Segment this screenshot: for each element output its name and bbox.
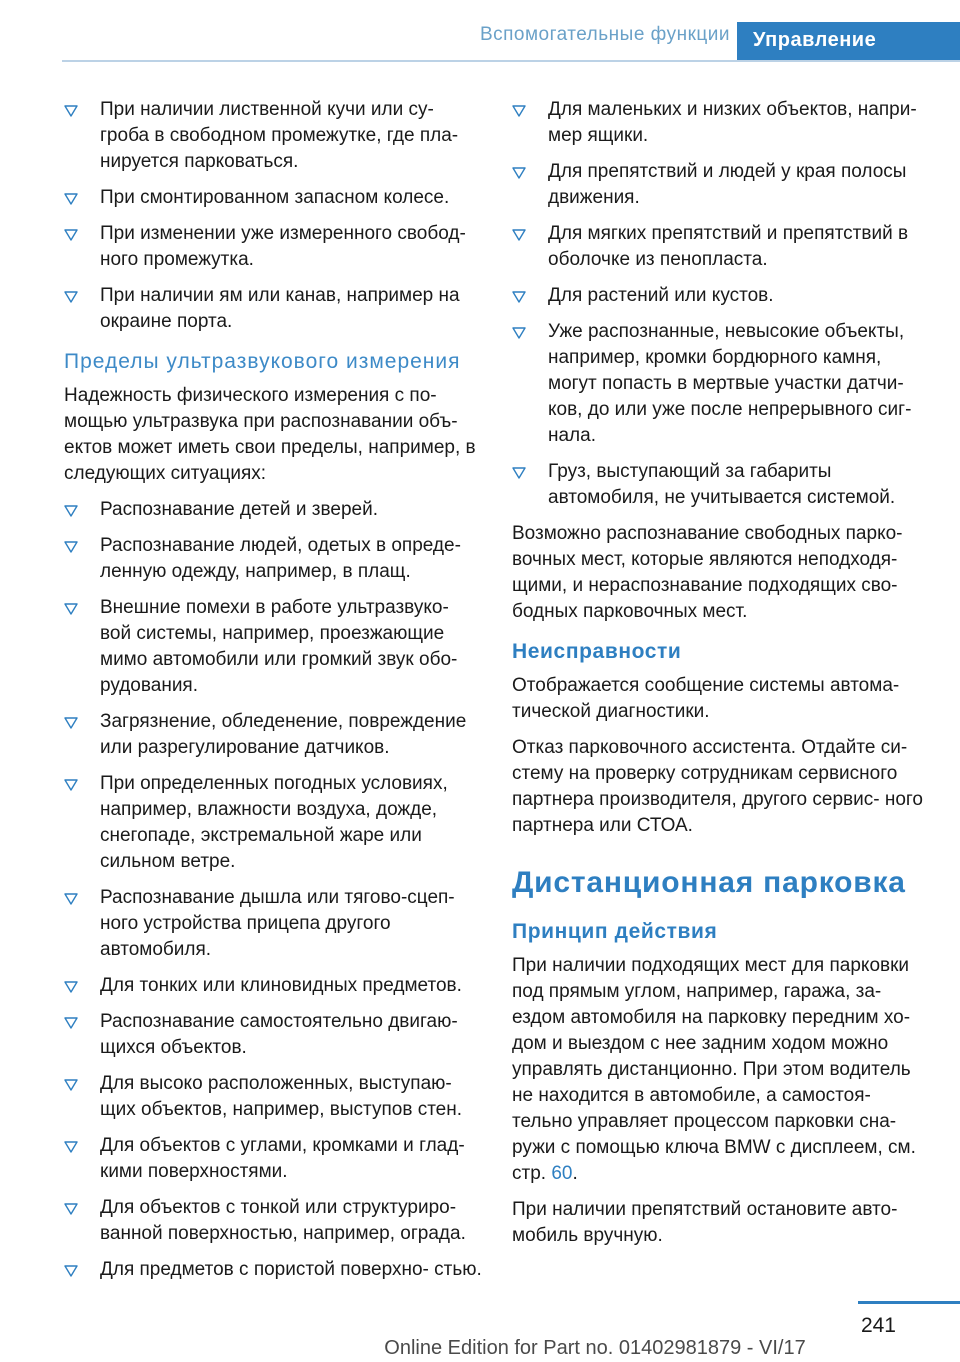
faults-paragraph-2: Отказ парковочного ассистента. Отдайте си- стему на проверку сотрудникам сервисного партнера производителя, другого сервис- ного партнера или СТОА.	[512, 737, 923, 836]
limits-intro: Надежность физического измерения с по- мощью ультразвука при распознавании объ- ектов может иметь свои пределы, например, в следующих ситуациях:	[64, 385, 476, 484]
stop-paragraph: При наличии препятствий остановите авто- мобиль вручную.	[512, 1199, 898, 1246]
triangle-bullet-icon	[512, 229, 526, 241]
triangle-bullet-icon	[64, 291, 78, 303]
faults-paragraph-1: Отображается сообщение системы автома- тической диагностики.	[512, 675, 900, 722]
page-number: 241	[860, 1314, 896, 1337]
bullet-list-top-left	[64, 97, 482, 335]
list-item	[64, 221, 482, 273]
principle-end: .	[572, 1163, 578, 1184]
principle-paragraph	[512, 953, 930, 1187]
list-item-text: При определенных погодных условиях, например, влажности воздуха, дожде, снегопаде, экстремальной жаре или сильном ветре.	[100, 773, 448, 872]
list-item-text: Для предметов с пористой поверхно- стью.	[100, 1259, 482, 1280]
list-item-text: При смонтированном запасном колесе.	[100, 187, 450, 208]
list-item-text: Для тонких или клиновидных предметов.	[100, 975, 462, 996]
limits-heading: Пределы ультразвукового измерения	[64, 350, 461, 373]
triangle-bullet-icon	[512, 167, 526, 179]
triangle-bullet-icon	[64, 1017, 78, 1029]
list-item-text: Для высоко расположенных, выступаю- щих объектов, например, выступов стен.	[100, 1073, 463, 1120]
remote-parking-heading: Дистанционная парковка	[512, 866, 906, 899]
list-item-text: Для объектов с углами, кромками и глад- кими поверхностями.	[100, 1135, 465, 1182]
page-link[interactable]: 60	[551, 1163, 573, 1184]
list-item-text: Для препятствий и людей у края полосы движения.	[548, 161, 907, 208]
triangle-bullet-icon	[512, 105, 526, 117]
triangle-bullet-icon	[64, 779, 78, 791]
left-column	[64, 97, 482, 1293]
list-item	[64, 533, 482, 585]
list-item-text: Для мягких препятствий и препятствий в оболочке из пенопласта.	[548, 223, 909, 270]
triangle-bullet-icon	[64, 893, 78, 905]
triangle-bullet-icon	[512, 467, 526, 479]
triangle-bullet-icon	[512, 327, 526, 339]
list-item-text: Распознавание людей, одетых в опреде- ленную одежду, например, в плащ.	[100, 535, 461, 582]
triangle-bullet-icon	[64, 541, 78, 553]
list-item	[64, 185, 482, 211]
triangle-bullet-icon	[64, 1079, 78, 1091]
principle-heading: Принцип действия	[512, 920, 718, 943]
list-item	[64, 709, 482, 761]
list-item-text: Распознавание дышла или тягово-сцеп- ного устройства прицепа другого автомобиля.	[100, 887, 455, 960]
list-item-text: Распознавание самостоятельно двигаю- щихся объектов.	[100, 1011, 458, 1058]
list-item	[512, 319, 930, 449]
footer-rule	[858, 1301, 960, 1304]
list-item	[64, 497, 482, 523]
header-rule	[62, 60, 960, 62]
list-item-text: Для маленьких и низких объектов, напри- мер ящики.	[548, 99, 917, 146]
list-item-text: Для объектов с тонкой или структуриро- ванной поверхностью, например, ограда.	[100, 1197, 466, 1244]
list-item	[512, 283, 930, 309]
triangle-bullet-icon	[64, 1265, 78, 1277]
list-item	[64, 97, 482, 175]
header-section-title: Вспомогательные функции	[479, 24, 730, 45]
list-item	[64, 973, 482, 999]
bullet-list-limits	[64, 497, 482, 1283]
list-item-text: Уже распознанные, невысокие объекты, например, кромки бордюрного камня, могут попасть в мертвые участки датчи- ков, до или уже после непрерывного сиг- нала.	[548, 321, 912, 446]
list-item-text: Внешние помехи в работе ультразвуко- вой системы, например, проезжающие мимо автомобили или громкий звук обо- рудования.	[100, 597, 458, 696]
list-item	[512, 97, 930, 149]
list-item-text: Распознавание детей и зверей.	[100, 499, 378, 520]
triangle-bullet-icon	[64, 717, 78, 729]
triangle-bullet-icon	[512, 291, 526, 303]
list-item-text: Для растений или кустов.	[548, 285, 774, 306]
list-item-text: При изменении уже измеренного свобод- ного промежутка.	[100, 223, 466, 270]
list-item	[64, 1257, 482, 1283]
list-item	[64, 1009, 482, 1061]
free-spaces-paragraph: Возможно распознавание свободных парко- вочных мест, которые являются неподходя- щими, и нераспознавание подходящих сво- бодных парковочных мест.	[512, 523, 903, 622]
triangle-bullet-icon	[64, 603, 78, 615]
list-item-text: При наличии ям или канав, например на окраине порта.	[100, 285, 460, 332]
triangle-bullet-icon	[64, 505, 78, 517]
list-item-text: Груз, выступающий за габариты автомобиля, не учитывается системой.	[548, 461, 896, 508]
triangle-bullet-icon	[64, 1141, 78, 1153]
list-item	[64, 1133, 482, 1185]
list-item	[64, 885, 482, 963]
header-chapter-tab: Управление	[737, 22, 960, 62]
list-item	[64, 1071, 482, 1123]
list-item-text: При наличии лиственной кучи или су- гроба в свободном промежутке, где пла- нируется парковаться.	[100, 99, 459, 172]
list-item	[512, 459, 930, 511]
triangle-bullet-icon	[64, 193, 78, 205]
page-header	[0, 0, 960, 62]
triangle-bullet-icon	[64, 1203, 78, 1215]
right-column	[512, 97, 930, 1259]
principle-text: При наличии подходящих мест для парковки под прямым углом, например, гаража, за- ездом автомобиля на парковку передним хо- дом и выездом с нее задним ходом можно управлять дистанционно. При этом водитель не находится в автомобиле, а самостоя- тельно управляет процессом парковки сна- ружи с помощью ключа BMW с дисплеем, см. стр.	[512, 955, 916, 1184]
list-item-text: Загрязнение, обледенение, повреждение или разрегулирование датчиков.	[100, 711, 467, 758]
list-item	[64, 595, 482, 699]
triangle-bullet-icon	[64, 981, 78, 993]
list-item	[64, 283, 482, 335]
footer-edition: Online Edition for Part no. 01402981879 - VI/17	[384, 1337, 806, 1359]
bullet-list-top-right	[512, 97, 930, 511]
list-item	[64, 771, 482, 875]
list-item	[512, 159, 930, 211]
faults-heading: Неисправности	[512, 640, 682, 663]
triangle-bullet-icon	[64, 105, 78, 117]
list-item	[64, 1195, 482, 1247]
list-item	[512, 221, 930, 273]
triangle-bullet-icon	[64, 229, 78, 241]
